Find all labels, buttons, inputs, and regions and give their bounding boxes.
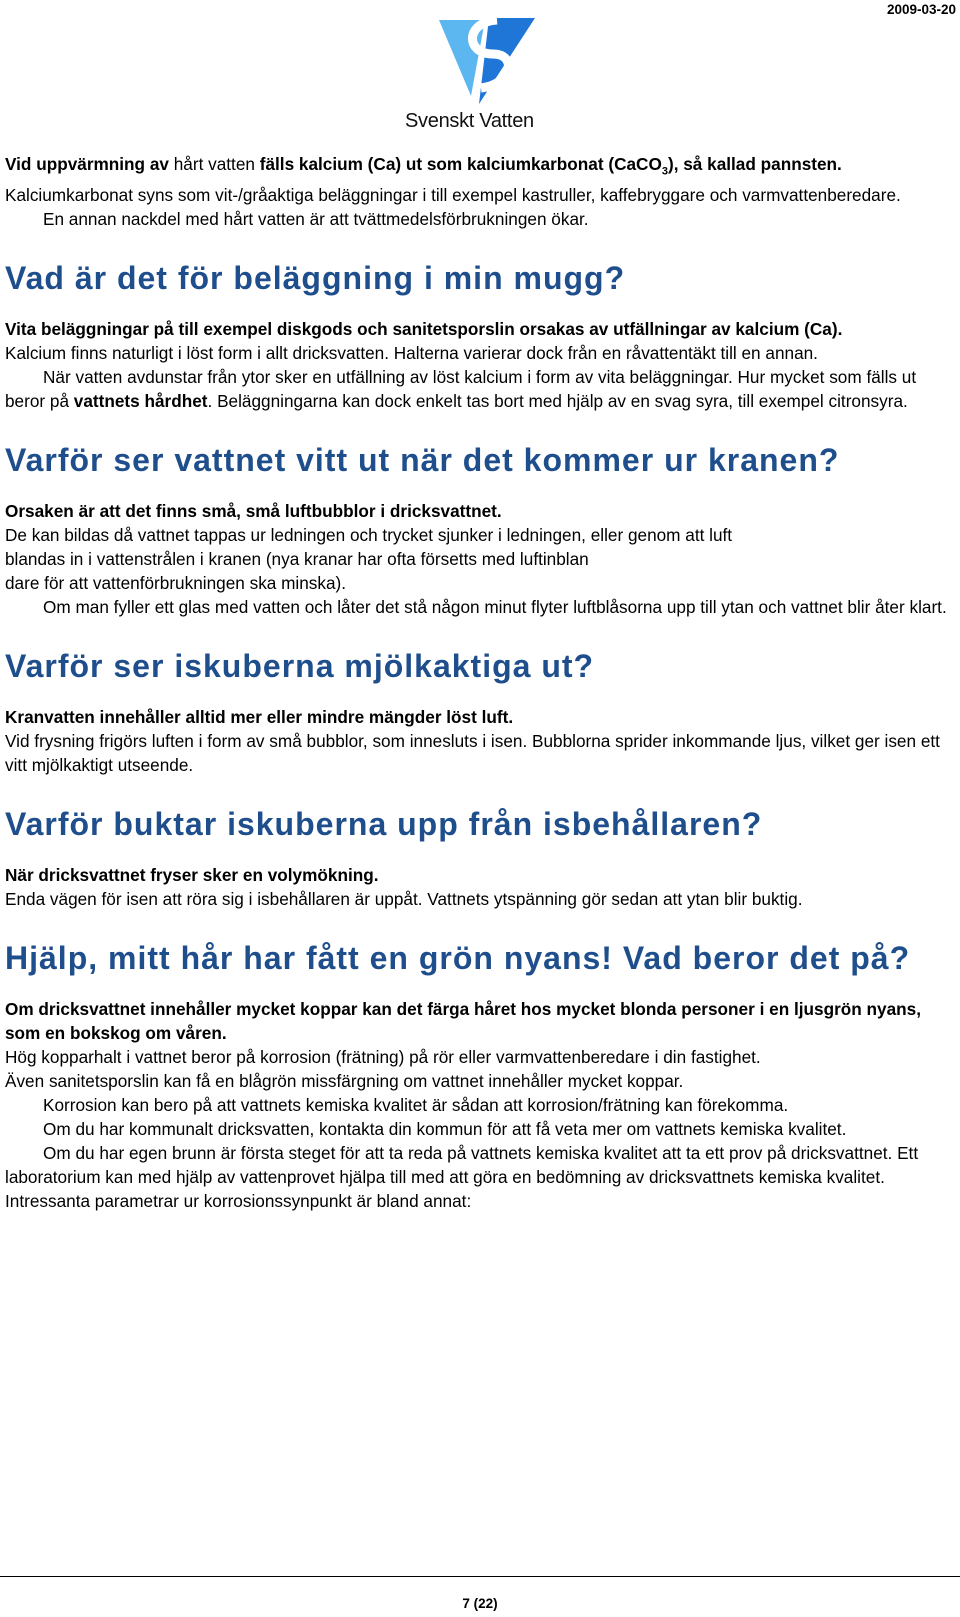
- para-kopparhalt: Hög kopparhalt i vattnet beror på korrosion (frätning) på rör eller varmvattenberedare i din fastighet.: [5, 1047, 761, 1068]
- para-egen-brunn: Om du har egen brunn är första steget för att ta reda på vattnets kemiska kvalitet att ta ett prov på dricksvattnet. Ett laboratorium kan med hjälp av vattenprovet hjälpa till med att göra en bedömning av dricksvattnets kemiska kvalitet. Intressanta parametrar ur korrosionssynpunkt är bland annat:: [5, 1143, 919, 1212]
- lead-mugg: Vita beläggningar på till exempel diskgods och sanitetsporslin orsakas av utfällningar av kalcium (Ca).: [5, 319, 843, 340]
- document-date: 2009-03-20: [886, 2, 956, 17]
- intro-line1: Vid uppvärmning av hårt vatten fälls kalcium (Ca) ut som kalciumkarbonat (CaCO$_3$), så kallad pannsten.: [5, 154, 842, 178]
- page-number: 7 (22): [462, 1596, 498, 1611]
- heading-iskuber: Varför ser iskuberna mjölkaktiga ut?: [5, 648, 595, 685]
- logo-text: Svenskt Vatten: [405, 110, 534, 132]
- footer-divider: [0, 1576, 960, 1577]
- lead-volymokning: När dricksvattnet fryser sker en volymökning.: [5, 865, 379, 886]
- lead-loest-luft: Kranvatten innehåller alltid mer eller mindre mängder löst luft.: [5, 707, 514, 728]
- heading-vitt-vatten: Varför ser vattnet vitt ut när det kommer ur kranen?: [5, 442, 840, 479]
- para-kommunalt: Om du har kommunalt dricksvatten, kontakta din kommun för att få veta mer om vattnets kemiska kvalitet.: [43, 1119, 847, 1140]
- lead-luftbubblor: Orsaken är att det finns små, små luftbubblor i dricksvattnet.: [5, 501, 502, 522]
- para-ledningen-2: blandas in i vattenstrålen i kranen (nya kranar har ofta försetts med luftinblan: [5, 549, 589, 570]
- para-ledningen-1: De kan bildas då vattnet tappas ur ledningen och trycket sjunker i ledningen, eller genom att luft: [5, 525, 733, 546]
- para-ledningen-3: dare för att vattenförbrukningen ska minska).: [5, 573, 347, 594]
- intro-line2: Kalciumkarbonat syns som vit-/gråaktiga beläggningar i till exempel kastruller, kaffebryggare och varmvattenberedare.: [5, 185, 901, 206]
- svenskt-vatten-logo: [405, 14, 555, 134]
- para-kalcium: Kalcium finns naturligt i löst form i allt dricksvatten. Halterna varierar dock från en råvattentäkt till en annan.: [5, 343, 818, 364]
- para-isbehallare: Enda vägen för isen att röra sig i isbehållaren är uppåt. Vattnets ytspänning gör sedan att ytan blir buktig.: [5, 889, 803, 910]
- para-avdunstar: När vatten avdunstar från ytor sker en utfällning av löst kalcium i form av vita beläggningar. Hur mycket som fälls ut beror på vattnets hårdhet. Beläggningarna kan dock enkelt tas bort med hjälp av en svag syra, till exempel citronsyra.: [5, 367, 917, 412]
- lead-koppar: Om dricksvattnet innehåller mycket koppar kan det färga håret hos mycket blonda personer i en ljusgrön nyans, som en bokskog om våren.: [5, 999, 921, 1044]
- logo-mark-icon: [405, 14, 555, 110]
- intro-line3: En annan nackdel med hårt vatten är att tvättmedelsförbrukningen ökar.: [43, 209, 589, 230]
- heading-buktar: Varför buktar iskuberna upp från isbehållaren?: [5, 806, 763, 843]
- document-body: [5, 152, 955, 1213]
- heading-gron-nyans: Hjälp, mitt hår har fått en grön nyans! Vad beror det på?: [5, 940, 911, 977]
- heading-mugg: Vad är det för beläggning i min mugg?: [5, 260, 626, 297]
- para-korrosion: Korrosion kan bero på att vattnets kemiska kvalitet är sådan att korrosion/frätning kan förekomma.: [43, 1095, 789, 1116]
- para-glas: Om man fyller ett glas med vatten och låter det stå någon minut flyter luftblåsorna upp till ytan och vattnet blir åter klart.: [43, 597, 947, 618]
- para-frysning: Vid frysning frigörs luften i form av små bubblor, som innesluts i isen. Bubblorna sprider inkommande ljus, vilket ger isen ett vitt mjölkaktigt utseende.: [5, 731, 940, 776]
- para-sanitetsporslin: Även sanitetsporslin kan få en blågrön missfärgning om vattnet innehåller mycket koppar.: [5, 1071, 684, 1092]
